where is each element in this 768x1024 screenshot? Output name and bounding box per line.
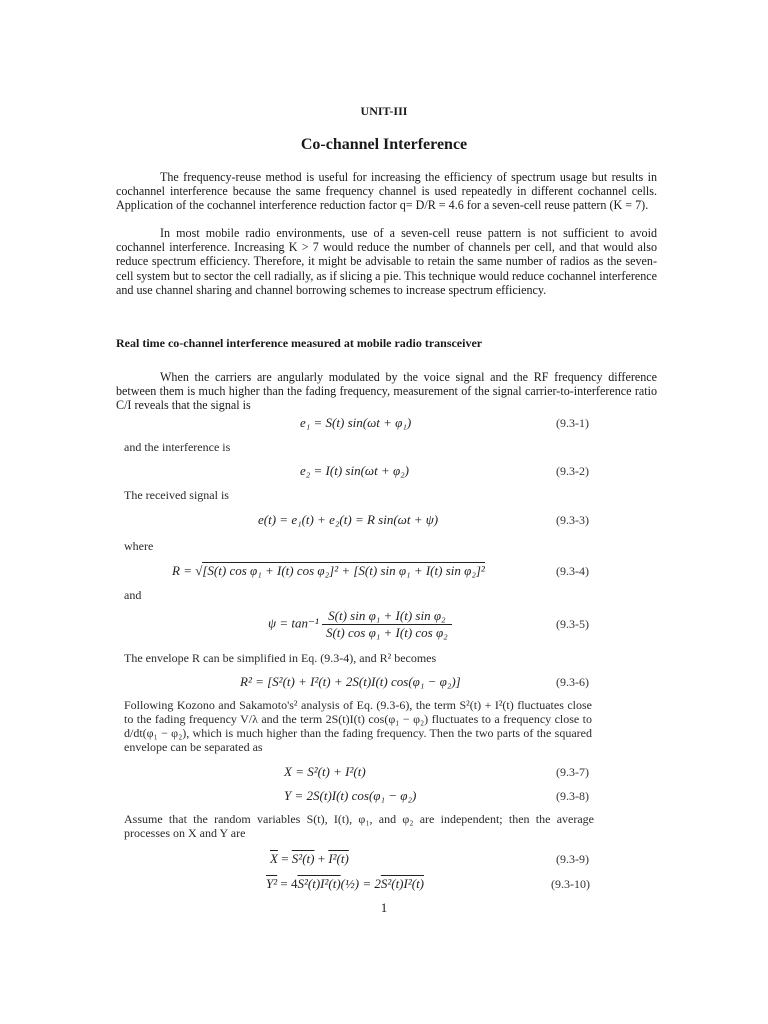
- equation-9-3-1: e₁ = S(t) sin(ωt + φ₁): [300, 415, 412, 430]
- equation-number: (9.3-6): [556, 675, 589, 689]
- caption: Following Kozono and Sakamoto's² analysis of Eq. (9.3-6), the term S²(t) + I²(t) fluctuates close to the fading frequency V/λ and the term 2S(t)I(t) cos(φ₁ − φ₂) fluctuates to a frequency close to d/dt(φ₁ − φ₂), which is much higher than the fading frequency. Then the two parts of the squared envelope can be separated as: [124, 698, 592, 754]
- caption: and: [124, 588, 142, 602]
- plus: +: [314, 851, 329, 866]
- equation-9-3-4: [172, 563, 485, 579]
- equation-9-3-6: R² = [S²(t) + I²(t) + 2S(t)I(t) cos(φ₁ − φ₂)]: [240, 674, 461, 689]
- caption: The received signal is: [124, 488, 229, 502]
- equation-9-3-2: e₂ = I(t) sin(ωt + φ₂): [300, 463, 410, 478]
- radicand: [S(t) cos φ₁ + I(t) cos φ₂]² + [S(t) sin φ₁ + I(t) sin φ₂]²: [202, 563, 485, 578]
- equation-lhs: R = √: [172, 563, 203, 578]
- equals: = 4: [277, 876, 298, 891]
- equation-number: (9.3-1): [556, 416, 589, 430]
- equation-number: (9.3-9): [556, 852, 589, 866]
- equals: =: [277, 851, 292, 866]
- mean-y-squared: Y²: [266, 876, 278, 891]
- equation-9-3-9: [270, 851, 349, 867]
- mean-product-a: S²(t)I²(t): [297, 876, 341, 891]
- equation-9-3-8: Y = 2S(t)I(t) cos(φ₁ − φ₂): [284, 788, 417, 803]
- caption: The envelope R can be simplified in Eq. (9.3-4), and R² becomes: [124, 651, 437, 665]
- equation-9-3-3: e(t) = e₁(t) + e₂(t) = R sin(ωt + ψ): [258, 512, 439, 527]
- mean-product-b: S²(t)I²(t): [380, 876, 425, 891]
- mean-s-squared: S²(t): [291, 851, 315, 866]
- equation-number: (9.3-3): [556, 513, 589, 527]
- intro-paragraph-1: The frequency-reuse method is useful for increasing the efficiency of spectrum usage but results in cochannel interference because the same frequency channel is used repeatedly in different cochannel cells. Application of the cochannel interference reduction factor q= D/R = 4.6 for a seven-cell reuse pattern (K = 7).: [116, 170, 657, 213]
- intro-paragraph-2: In most mobile radio environments, use of a seven-cell reuse pattern is not sufficient to avoid cochannel interference. Increasing K > 7 would reduce the number of channels per cell, and that would also reduce spectrum efficiency. Therefore, it might be advisable to retain the same number of radios as the seven-cell system but to sector the cell radially, as if slicing a pie. This technique would reduce cochannel interference and use channel sharing and channel borrowing schemes to increase spectrum efficiency.: [116, 226, 657, 297]
- equation-lhs: ψ = tan⁻¹: [268, 615, 319, 631]
- equation-9-3-10: [266, 876, 424, 892]
- equation-number: (9.3-8): [556, 789, 589, 803]
- mean-x: $\overline{X}$: [270, 851, 278, 866]
- caption: Assume that the random variables S(t), I(t), φ₁, and φ₂ are independent; then the average processes on X and Y are: [124, 812, 594, 840]
- equation-9-3-7: X = S²(t) + I²(t): [284, 764, 366, 779]
- fraction-denominator: S(t) cos φ₁ + I(t) cos φ₂: [325, 625, 448, 640]
- mean-i-squared: I²(t): [328, 851, 349, 866]
- half-factor: (½) = 2: [340, 876, 381, 891]
- fraction-numerator: S(t) sin φ₁ + I(t) sin φ₂: [322, 608, 452, 625]
- equation-number: (9.3-7): [556, 765, 589, 779]
- caption: where: [124, 539, 154, 553]
- equation-9-3-5: [268, 608, 452, 641]
- equation-number: (9.3-5): [556, 617, 589, 631]
- page-title: Co-channel Interference: [300, 136, 468, 153]
- equation-number: (9.3-4): [556, 564, 589, 578]
- equation-number: (9.3-10): [551, 877, 590, 891]
- fraction: [322, 608, 452, 641]
- section-paragraph-1: When the carriers are angularly modulated by the voice signal and the RF frequency difference between them is much higher than the fading frequency, measurement of the signal carrier-to-interference ratio C/I reveals that the signal is: [116, 370, 657, 413]
- unit-label: UNIT-III: [360, 104, 408, 118]
- page-number: 1: [380, 900, 388, 915]
- equation-number: (9.3-2): [556, 464, 589, 478]
- caption: and the interference is: [124, 440, 231, 454]
- section-heading: Real time co-channel interference measured at mobile radio transceiver: [116, 336, 483, 350]
